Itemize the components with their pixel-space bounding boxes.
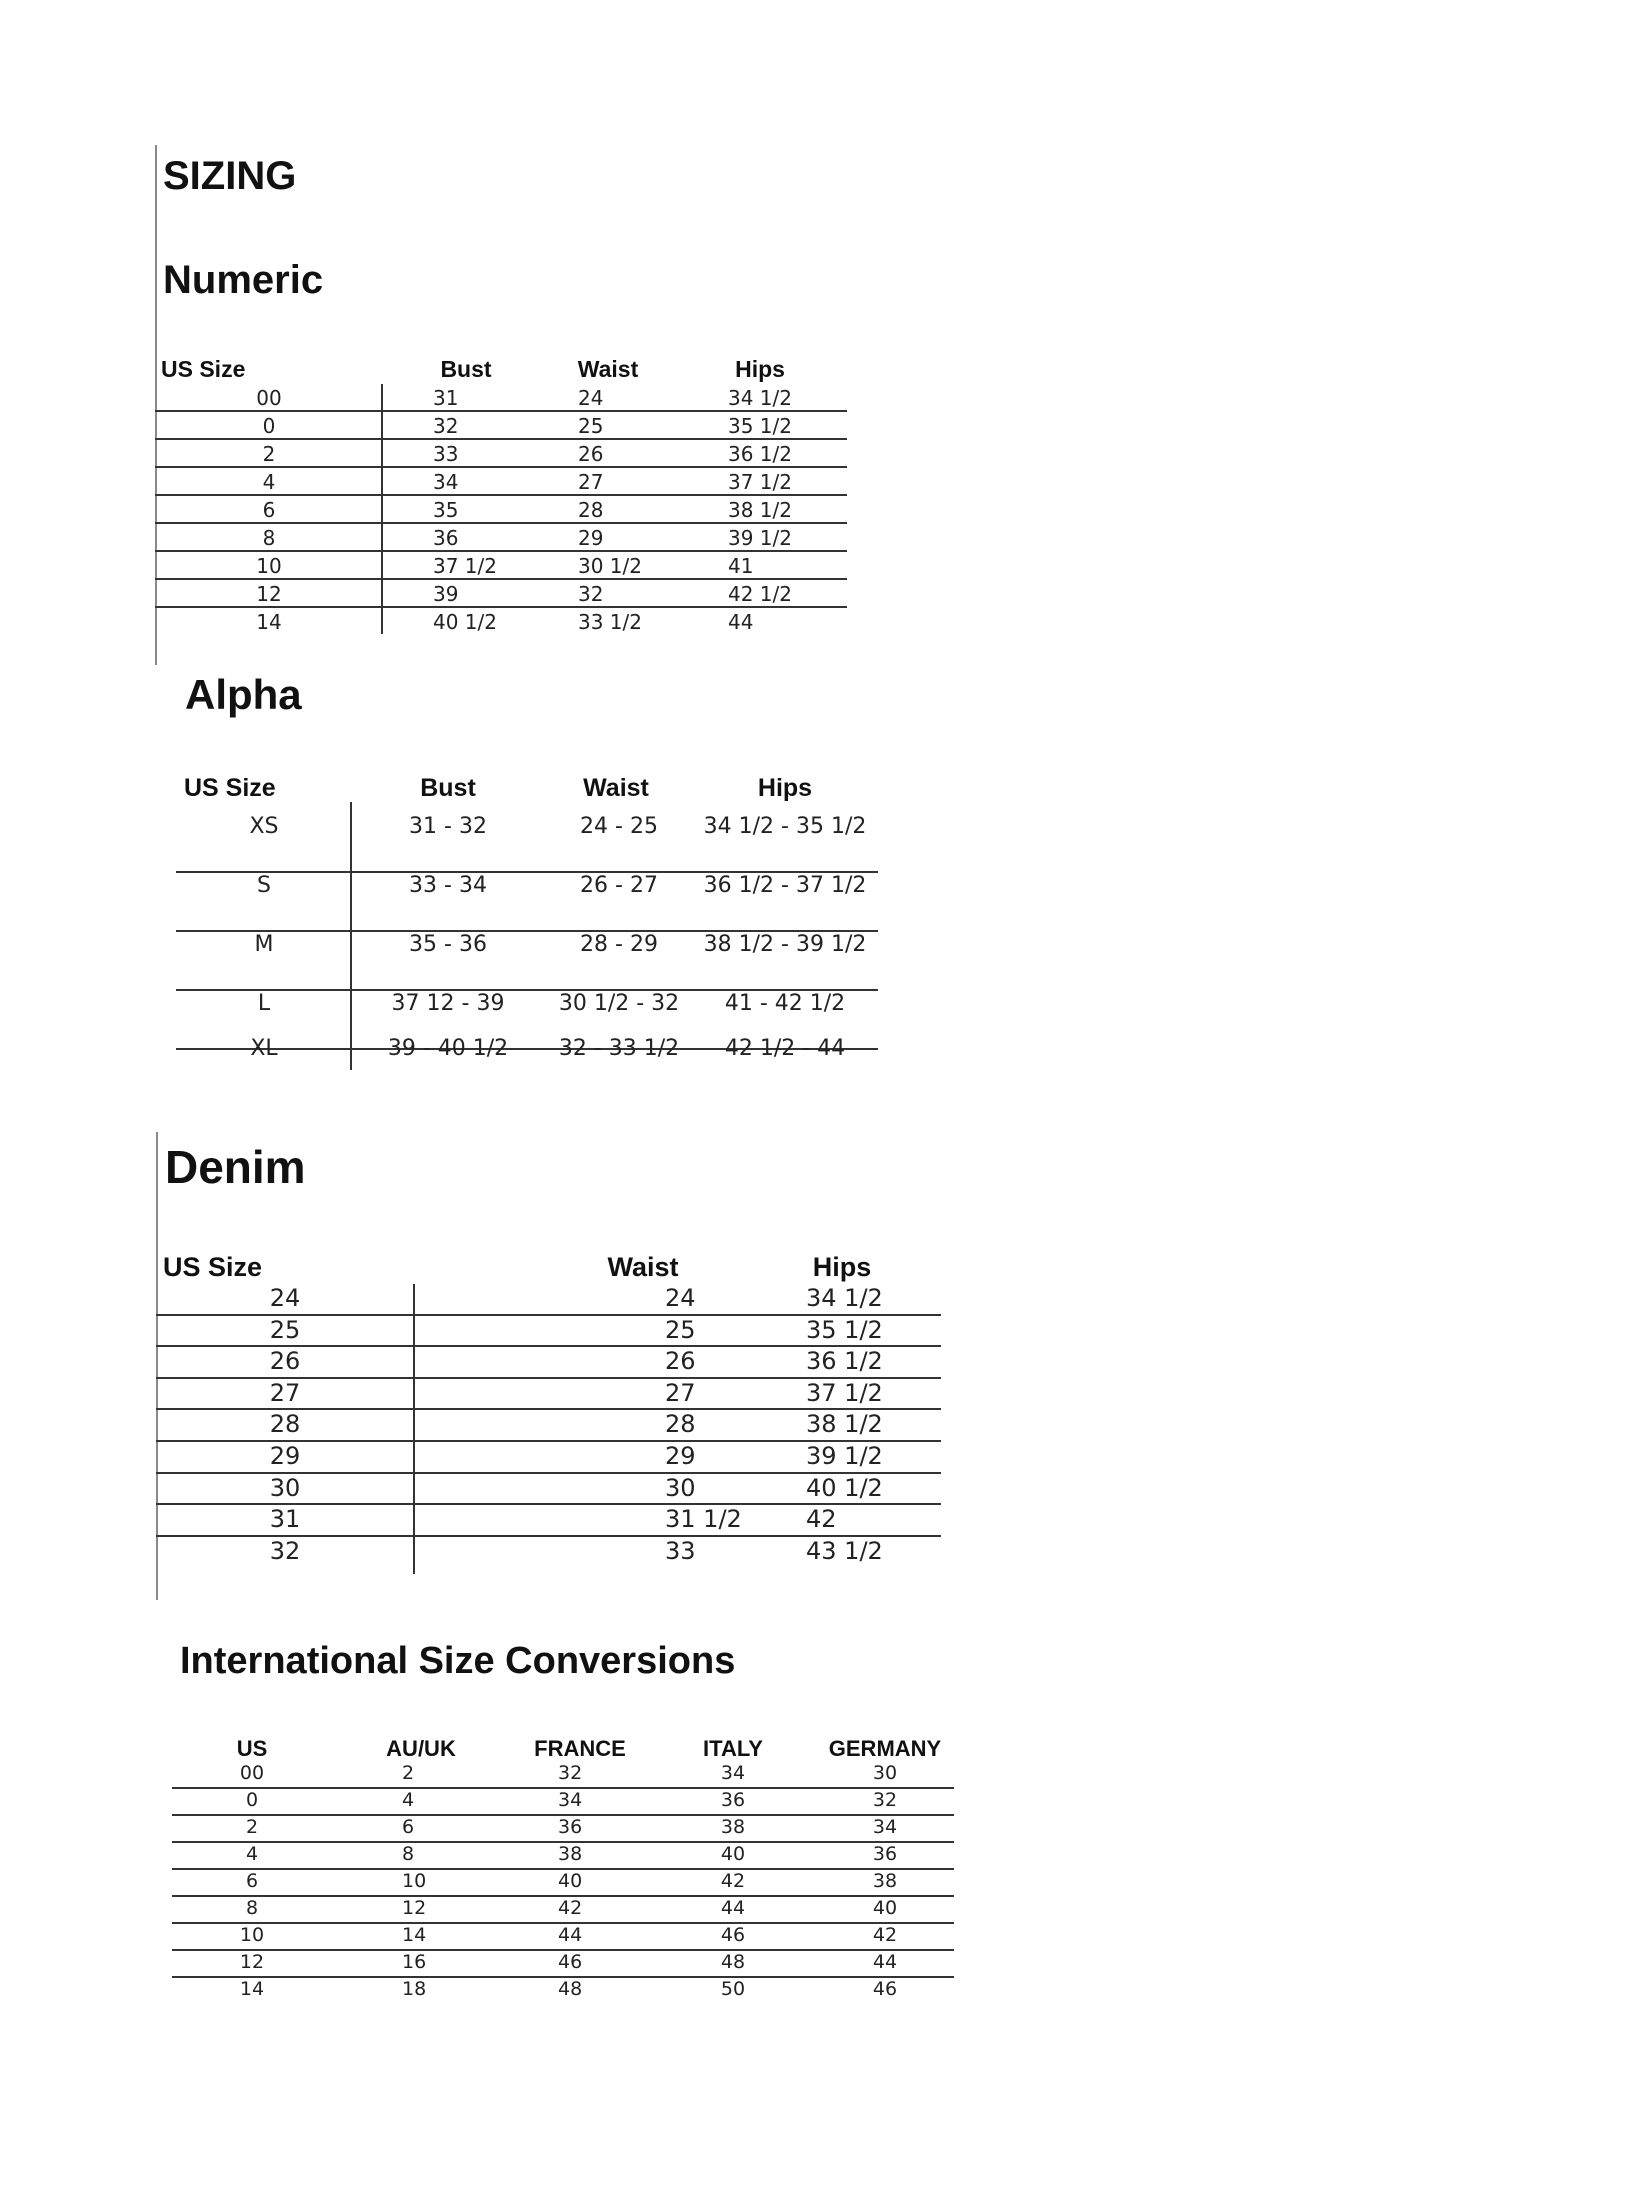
table-cell: 34 1/2 - 35 1/2 [703, 814, 867, 839]
table-cell: 6 [402, 1816, 415, 1838]
table-row [155, 580, 855, 608]
table-cell: 34 1/2 [806, 1284, 883, 1312]
table-row [156, 1474, 946, 1506]
table-row [156, 1284, 946, 1316]
table-cell: 44 [720, 1897, 746, 1919]
table-cell: 34 [720, 1762, 746, 1784]
table-cell: 32 - 33 1/2 [558, 1036, 680, 1061]
table-cell: 32 [558, 1762, 583, 1784]
table-cell: 32 [433, 414, 459, 438]
table-row [176, 873, 886, 932]
table-cell: 34 [872, 1816, 898, 1838]
table-cell: S [257, 873, 271, 898]
table-cell: 36 [558, 1816, 583, 1838]
table-row [155, 384, 855, 412]
international-header-au-uk: AU/UK [386, 1736, 456, 1761]
table-cell: 36 1/2 - 37 1/2 [703, 873, 867, 898]
table-cell: 42 [558, 1897, 583, 1919]
table-row [172, 1951, 962, 1978]
alpha-header-waist: Waist [583, 774, 649, 802]
international-header-germany: GERMANY [828, 1736, 942, 1761]
table-cell: 38 1/2 [806, 1410, 883, 1439]
table-cell: 40 [558, 1870, 583, 1892]
table-cell: 42 1/2 - 44 [724, 1036, 846, 1061]
table-row [172, 1816, 962, 1843]
table-cell: 4 [402, 1789, 415, 1811]
table-cell: 32 [578, 582, 604, 606]
table-cell: 44 [728, 610, 754, 634]
table-row [156, 1379, 946, 1411]
denim-table [156, 1252, 946, 1582]
table-cell: 2 [262, 442, 276, 466]
table-cell: 35 - 36 [409, 932, 487, 957]
table-row [156, 1410, 946, 1442]
table-row [172, 1870, 962, 1897]
table-cell: 12 [256, 582, 282, 606]
table-row [156, 1537, 946, 1569]
table-cell: 39 1/2 [728, 526, 792, 550]
table-cell: 33 [433, 442, 459, 466]
table-cell: 8 [262, 526, 276, 550]
table-row [176, 1036, 886, 1095]
table-cell: 30 1/2 [578, 554, 642, 578]
table-cell: 46 [872, 1978, 898, 2000]
table-cell: 31 [433, 386, 459, 410]
numeric-header-bust: Bust [440, 356, 492, 382]
table-cell: 40 [872, 1897, 898, 1919]
table-row [172, 1924, 962, 1951]
alpha-header-us-size: US Size [184, 774, 276, 802]
table-cell: 25 [578, 414, 604, 438]
table-cell: 28 [269, 1410, 301, 1439]
table-row [155, 496, 855, 524]
table-row [176, 814, 886, 873]
table-cell: 31 [269, 1505, 301, 1534]
table-cell: 24 [269, 1284, 301, 1312]
table-cell: 6 [262, 498, 276, 522]
table-cell: 43 1/2 [806, 1536, 883, 1565]
table-cell: 38 [872, 1870, 898, 1892]
table-cell: 30 [269, 1473, 301, 1502]
table-cell: 8 [402, 1843, 415, 1865]
table-cell: 40 1/2 [433, 610, 497, 634]
table-cell: 41 [728, 554, 754, 578]
table-cell: 4 [245, 1843, 259, 1865]
page-title: SIZING [163, 154, 297, 198]
table-cell: 46 [558, 1951, 583, 1973]
table-cell: 39 1/2 [806, 1442, 883, 1470]
table-cell: 14 [402, 1924, 427, 1946]
table-cell: 39 [433, 582, 459, 606]
table-cell: 14 [256, 610, 282, 634]
table-cell: 33 - 34 [409, 873, 487, 898]
denim-heading: Denim [165, 1141, 306, 1193]
table-cell: 18 [402, 1978, 427, 2000]
table-cell: 16 [402, 1951, 427, 1973]
table-cell: 00 [256, 386, 282, 410]
table-cell: 12 [402, 1897, 427, 1919]
table-cell: 2 [402, 1762, 415, 1784]
numeric-table [155, 354, 855, 644]
table-cell: 27 [665, 1378, 696, 1407]
table-cell: 42 [720, 1870, 746, 1892]
table-cell: 34 [558, 1789, 583, 1811]
table-cell: 6 [245, 1870, 259, 1892]
table-cell: 32 [269, 1536, 301, 1565]
table-row [172, 1843, 962, 1870]
international-header-france: FRANCE [534, 1736, 626, 1761]
numeric-header-hips: Hips [735, 356, 785, 382]
table-cell: 26 [269, 1347, 301, 1376]
table-row [172, 1978, 962, 2005]
alpha-table [176, 774, 886, 1074]
table-cell: 26 [578, 442, 604, 466]
table-cell: XS [249, 814, 279, 839]
table-cell: 10 [239, 1924, 265, 1946]
table-cell: 46 [720, 1924, 746, 1946]
table-cell: 8 [245, 1897, 259, 1919]
table-row [156, 1316, 946, 1348]
numeric-heading: Numeric [163, 258, 324, 302]
table-cell: M [254, 932, 274, 957]
table-cell: 40 [720, 1843, 746, 1865]
table-row [155, 608, 855, 636]
alpha-header-hips: Hips [757, 774, 813, 802]
table-cell: 37 1/2 [728, 470, 792, 494]
table-cell: 28 [578, 498, 604, 522]
numeric-header-us-size: US Size [161, 356, 246, 382]
table-cell: 27 [269, 1378, 301, 1407]
international-heading: International Size Conversions [180, 1640, 736, 1682]
table-cell: 36 [872, 1843, 898, 1865]
table-cell: 28 - 29 [580, 932, 658, 957]
table-cell: 32 [872, 1789, 898, 1811]
table-cell: 0 [262, 414, 276, 438]
table-cell: 42 [806, 1505, 837, 1534]
table-cell: XL [250, 1036, 278, 1061]
table-cell: 27 [578, 470, 604, 494]
table-cell: 31 - 32 [409, 814, 487, 839]
table-cell: 34 [433, 470, 459, 494]
table-cell: 36 [720, 1789, 746, 1811]
alpha-heading: Alpha [185, 671, 302, 718]
table-cell: 29 [578, 526, 604, 550]
table-cell: 24 [578, 386, 604, 410]
table-row [155, 524, 855, 552]
international-header-italy: ITALY [703, 1736, 763, 1761]
table-cell: 36 1/2 [806, 1347, 883, 1376]
table-cell: 24 - 25 [580, 814, 658, 839]
table-cell: 37 12 - 39 [391, 991, 505, 1016]
international-header-us: US [236, 1736, 268, 1761]
table-cell: 29 [665, 1442, 696, 1470]
table-row [156, 1442, 946, 1474]
table-cell: 50 [720, 1978, 746, 2000]
table-cell: 25 [665, 1315, 696, 1344]
table-cell: 25 [269, 1315, 301, 1344]
table-cell: 30 [665, 1473, 696, 1502]
table-row [172, 1897, 962, 1924]
table-row [155, 412, 855, 440]
table-row [172, 1789, 962, 1816]
table-cell: 10 [256, 554, 282, 578]
table-cell: 34 1/2 [728, 386, 792, 410]
table-cell: 2 [245, 1816, 259, 1838]
table-cell: 14 [239, 1978, 265, 2000]
table-row [176, 932, 886, 991]
table-cell: 38 [720, 1816, 746, 1838]
table-cell: 26 - 27 [580, 873, 658, 898]
table-cell: 33 1/2 [578, 610, 642, 634]
numeric-header-waist: Waist [577, 356, 639, 382]
table-cell: 41 - 42 1/2 [724, 991, 846, 1016]
table-row [156, 1347, 946, 1379]
table-cell: 35 1/2 [728, 414, 792, 438]
international-table [172, 1736, 962, 2016]
table-row [155, 440, 855, 468]
table-cell: 44 [872, 1951, 898, 1973]
table-row [172, 1762, 962, 1789]
table-row [156, 1505, 946, 1537]
table-cell: 36 1/2 [728, 442, 792, 466]
table-cell: 37 1/2 [806, 1378, 883, 1407]
denim-header-us-size: US Size [163, 1252, 263, 1282]
table-cell: 24 [665, 1284, 696, 1312]
table-cell: 48 [558, 1978, 583, 2000]
table-cell: 38 1/2 - 39 1/2 [703, 932, 867, 957]
table-cell: 30 1/2 - 32 [558, 991, 680, 1016]
table-cell: 37 1/2 [433, 554, 497, 578]
table-cell: 42 1/2 [728, 582, 792, 606]
table-cell: 35 1/2 [806, 1315, 883, 1344]
denim-header-hips: Hips [812, 1252, 872, 1282]
table-cell: 00 [239, 1762, 265, 1784]
table-cell: 36 [433, 526, 459, 550]
table-cell: 29 [269, 1442, 301, 1470]
table-cell: 30 [872, 1762, 898, 1784]
table-cell: 26 [665, 1347, 696, 1376]
table-cell: 12 [239, 1951, 265, 1973]
table-cell: 48 [720, 1951, 746, 1973]
table-cell: 10 [402, 1870, 427, 1892]
denim-header-waist: Waist [607, 1252, 679, 1282]
table-row [155, 468, 855, 496]
table-row [155, 552, 855, 580]
table-cell: 44 [558, 1924, 583, 1946]
table-cell: L [257, 991, 271, 1016]
table-cell: 40 1/2 [806, 1473, 883, 1502]
table-cell: 28 [665, 1410, 696, 1439]
table-cell: 33 [665, 1536, 696, 1565]
table-cell: 42 [872, 1924, 898, 1946]
alpha-header-bust: Bust [420, 774, 476, 802]
table-cell: 39 - 40 1/2 [387, 1036, 509, 1061]
table-cell: 38 [558, 1843, 583, 1865]
table-cell: 4 [262, 470, 276, 494]
table-cell: 38 1/2 [728, 498, 792, 522]
table-cell: 35 [433, 498, 459, 522]
table-cell: 31 1/2 [665, 1505, 742, 1534]
table-cell: 0 [245, 1789, 259, 1811]
